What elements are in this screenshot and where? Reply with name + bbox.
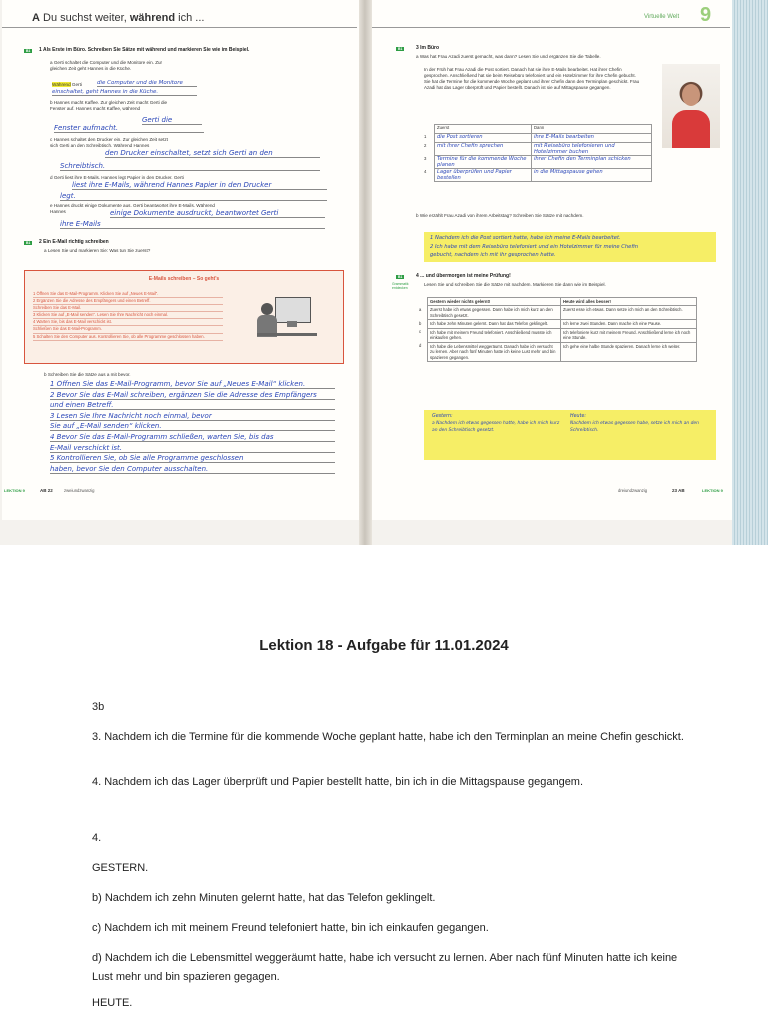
ex4-row-letter: d [419, 343, 422, 349]
ex4-table-header [417, 298, 697, 306]
ex3-b-answer-line: 2 Ich habe mit dem Reisebüro telefoniert und ein Hotelzimmer für meine Chefin [430, 243, 639, 250]
ex3-level-tag: B1 [398, 47, 403, 51]
ex4-table-row [417, 306, 697, 320]
ex4-cell-yesterday: Zuerst habe ich etwas gegessen. Dann habe ich mich kurz an den Schreibtisch gesetzt. [428, 306, 561, 320]
ex3-cell-first: mit ihrer Chefin sprechen [435, 143, 532, 156]
ex2-b-answer-line: 4 Bevor Sie das E-Mail-Programm schließen, warten Sie, bis das [50, 433, 335, 442]
ex1-c-print: c Hannes schaltet den Drucker ein. Zur gleichen Zeit setzt sich Gerti an den Schreibtisch. Während Hannes [50, 137, 168, 149]
ex2-b-answer-line: 5 Kontrollieren Sie, ob Sie alle Programme geschlossen [50, 454, 335, 463]
doc-line-3b: 3b [92, 701, 105, 713]
ex3-table-row [422, 169, 652, 182]
ex1-e-hand2: ihre E-Mails [60, 220, 325, 229]
ex1-e-hand1: einige Dokumente ausdruckt, beantwortet Gerti [110, 209, 325, 218]
ex4-header-spacer [417, 298, 428, 306]
ex4-cell-today: Zuerst esse ich etwas. Dann setze ich mich an den Schreibtisch. [561, 306, 697, 320]
ex3-b-answer-box [424, 232, 716, 262]
footer-left-section: LEKTION 9 [4, 488, 25, 493]
ex3-b-answer-line: 1 Nachdem ich die Post sortiert hatte, habe ich meine E-Mails bearbeitet. [430, 235, 621, 241]
right-heading-rule [372, 27, 730, 28]
ex4-col-yesterday: Gestern wieder nichts gelernt! [428, 298, 561, 306]
ex1-b-hand1: Gerti die [142, 116, 202, 125]
ex4-cell-yesterday: Ich habe die Lebensmittel weggeräumt. Danach habe ich versucht zu lernen. Aber nach fünf Minuten hatte ich keine Lust mehr und bin spazieren gegangen. [428, 342, 561, 361]
right-page-heading: Virtuelle Welt [644, 14, 680, 20]
ex1-d-hand1: liest ihre E-Mails, während Hannes Papier in den Drucker [72, 181, 327, 190]
ex4-instruction: Lesen Sie und schreiben Sie die Sätze mit nachdem. Markieren Sie dann wie im Beispiel. [424, 282, 606, 287]
right-page [372, 0, 732, 520]
ex2-b-answer-line: haben, bevor Sie den Computer ausschalten. [50, 465, 335, 474]
ex1-e-print: e Hannes druckt einige Dokumente aus. Gerti beantwortet ihre E-Mails. Während Hannes [50, 203, 215, 215]
ex4-row-letter: c [419, 329, 422, 335]
ex2-b-answer-line: 3 Lesen Sie Ihre Nachricht noch einmal, bevor [50, 412, 335, 421]
doc-line-b: b) Nachdem ich zehn Minuten gelernt hatte, hat das Telefon geklingelt. [92, 892, 436, 904]
ex1-a-hand1: die Computer und die Monitore [97, 80, 197, 87]
ex3-row-number: 2 [424, 142, 427, 148]
doc-line-c: c) Nachdem ich mit meinem Freund telefoniert hatte, bin ich einkaufen gegangen. [92, 922, 489, 934]
ex1-a-subject: Gerti [71, 82, 82, 87]
book-spine [359, 0, 372, 545]
ex3-cell-then: ihre E-Mails bearbeiten [531, 134, 651, 143]
footer-right-page: 23 AB [672, 488, 685, 493]
ex1-a-hand2: einschaltet, geht Hannes in die Küche. [52, 89, 197, 96]
ex3-table-row [422, 156, 652, 169]
woman-photo [662, 64, 720, 148]
footer-right-word: dreiundzwanzig [618, 488, 648, 493]
footer-left-page: AB 22 [40, 488, 53, 493]
ex4-cell-yesterday: Ich habe mit meinem Freund telefoniert. Anschließend musste ich einkaufen gehen. [428, 328, 561, 342]
ex3-col-first: Zuerst [435, 125, 532, 134]
ex1-title: 1 Als Erste im Büro. Schreiben Sie Sätze mit während und markieren Sie wie im Beispiel. [39, 47, 250, 53]
photo-red-top [672, 110, 710, 148]
box-yesterday-head: Gestern: [432, 414, 453, 419]
doc-line-4: 4. [92, 832, 102, 844]
ex3-row-number: 3 [424, 155, 427, 161]
doc-line-3b-sentence-3: 3. Nachdem ich die Termine für die kommende Woche geplant hatte, habe ich den Terminplan an meine Chefin geschickt. [92, 731, 684, 743]
ex2-title: 2 Ein E-Mail richtig schreiben [39, 239, 109, 245]
email-step: Schließen Sie das E-Mail-Programm. [33, 326, 223, 333]
ex2-b-answer-line: Sie auf „E-Mail senden“ klicken. [50, 422, 335, 431]
ex1-b-print: b Hannes macht Kaffee. Zur gleichen Zeit macht Gerti die Fenster auf. Hannes macht Kaffee, während [50, 100, 168, 112]
highlight-waehrend: Während [52, 82, 71, 87]
ex1-level-tag: B1 [26, 49, 31, 53]
email-howto-box [24, 270, 344, 364]
ex3-title: 3 Im Büro [416, 45, 440, 51]
ex4-side-label: Grammatik entdecken [392, 282, 409, 291]
typed-document [0, 545, 768, 1024]
monitor-shape [275, 297, 311, 323]
ex1-d-print: d Gerti liest ihre E-Mails. Hannes legt Papier in den Drucker. Gerti [50, 175, 184, 180]
ex3-row-number: 4 [424, 168, 427, 174]
doc-line-gestern: GESTERN. [92, 862, 149, 874]
ex3-table [422, 124, 652, 182]
ex3-row-number: 1 [424, 133, 427, 139]
ex3-a-instruction: a Was hat Frau Azadi zuerst gemacht, was dann? Lesen Sie und ergänzen Sie die Tabelle. [416, 54, 601, 59]
chapter-number: 9 [700, 4, 712, 26]
ex3-table-row [422, 134, 652, 143]
email-howto-title: E-Mails schreiben – So geht's [148, 276, 220, 282]
monitor-stand [287, 321, 297, 327]
ex4-row-letter: a [419, 306, 422, 312]
ex4-level-tag: B1 [398, 275, 403, 279]
ex3-cell-first: Termine für die kommende Woche planen [435, 156, 532, 169]
ex4-table-row [417, 320, 697, 328]
ex3-table-row [422, 143, 652, 156]
desk-shape [257, 333, 317, 336]
doc-line-d: d) Nachdem ich die Lebensmittel weggeräumt hatte, habe ich versucht zu lernen. Aber nach fünf Minuten hatte ich keine Lust mehr und bin spazieren gegagen. [92, 952, 678, 983]
ex1-a-print: a Gerti schaltet die Computer und die Monitore ein. Zur gleichen Zeit geht Hannes in die Küche. [50, 60, 163, 72]
ex3-b-instruction: b Wie erzählt Frau Azadi von ihrem Arbeitstag? Schreiben Sie Sätze mit nachdem. [416, 213, 584, 218]
ex4-cell-today: Ich telefoniere kurz mit meinem Freund. Anschließend lerne ich noch eine Stunde. [561, 328, 697, 342]
heading-letter: A [32, 12, 40, 24]
ex2-level-tag: B1 [26, 241, 31, 245]
ex4-title: 4 ... und übermorgen ist meine Prüfung! [416, 273, 511, 279]
ex3-cell-then: ihrer Chefin den Terminplan schicken [531, 156, 651, 169]
heading-part-b: während [129, 12, 176, 24]
ex3-cell-then: mit Reisebüro telefonieren und Hotelzimmer buchen [531, 143, 651, 156]
left-page-heading [32, 12, 204, 24]
box-yesterday-text: a Nachdem ich etwas gegessen hatte, habe ich mich kurz an den Schreibtisch gesetzt. [432, 421, 560, 433]
ex4-cell-today: Ich gehe eine halbe Stunde spazieren. Danach lerne ich weiter. [561, 342, 697, 361]
ex4-cell-today: Ich lerne zwei Stunden. Dann mache ich eine Pause. [561, 320, 697, 328]
ex2-b-answer-line: und einen Betreff. [50, 401, 335, 410]
box-today-head: Heute: [570, 414, 587, 419]
ex1-c-hand1: den Drucker einschaltet, setzt sich Gerti an den [105, 149, 320, 158]
ex3-cell-first: die Post sortieren [435, 134, 532, 143]
person-head [261, 303, 273, 315]
computer-illustration [257, 293, 317, 341]
ex4-table [417, 297, 697, 362]
ex3-cell-first: Lager überprüfen und Papier bestellen [435, 169, 532, 182]
ex4-col-today: Heute wird alles besser! [561, 298, 697, 306]
ex1-c-hand2: Schreibtisch. [60, 162, 320, 171]
page-edges [732, 0, 768, 545]
heading-part-c: ich ... [178, 12, 205, 24]
ex4-table-row [417, 328, 697, 342]
ex1-d-hand2: legt. [60, 192, 327, 201]
email-step: 5 Schalten Sie den Computer aus. Kontrollieren Sie, ob alle Programme geschlossen haben. [33, 334, 223, 341]
footer-left-word: zweiundzwanzig [64, 488, 95, 493]
ex3-table-header [422, 125, 652, 134]
email-step: 4 Warten Sie, bis das E-Mail verschickt ist. [33, 319, 223, 326]
ex3-b-answer-line: gebucht, nachdem ich mit ihr gesprochen hatte. [430, 252, 556, 258]
ex4-table-row [417, 342, 697, 361]
heading-part-a: Du suchst weiter, [43, 12, 127, 24]
ex3-col-then: Dann [531, 125, 651, 134]
photo-face [682, 84, 700, 106]
heading-rule [2, 27, 357, 28]
footer-right-section: LEKTION 9 [702, 488, 723, 493]
ex2-b-answer-line: E-Mail verschickt ist. [50, 444, 335, 453]
document-title: Lektion 18 - Aufgabe für 11.01.2024 [259, 637, 509, 654]
ex1-b-hand2: Fenster aufmacht. [54, 124, 204, 133]
email-steps-list [33, 291, 223, 341]
email-step: Schreiben Sie das E-Mail. [33, 305, 223, 312]
ex4-example-box [424, 410, 716, 460]
ex4-cell-yesterday: Ich habe zehn Minuten gelernt. Dann hat das Telefon geklingelt. [428, 320, 561, 328]
left-page [2, 0, 359, 520]
ex4-row-letter: b [419, 320, 422, 326]
ex2-b-answer-line: 1 Öffnen Sie das E-Mail-Programm, bevor Sie auf „Neues E-Mail“ klicken. [50, 380, 335, 389]
email-step: 1 Öffnen Sie das E-Mail-Programm. Klicken Sie auf „Neues E-Mail“. [33, 291, 223, 298]
doc-line-heute: HEUTE. [92, 997, 133, 1009]
doc-line-3b-sentence-4: 4. Nachdem ich das Lager überprüft und Papier bestellt hatte, bin ich in die Mittagspause gegangem. [92, 776, 584, 788]
ex2-b-answer-line: 2 Bevor Sie das E-Mail schreiben, ergänzen Sie die Adresse des Empfängers [50, 391, 335, 400]
box-today-text: Nachdem ich etwas gegessen habe, setze ich mich an den Schreibtisch. [570, 421, 699, 433]
email-step: 3 Klicken Sie auf „E-Mail senden“. Lesen Sie Ihre Nachricht noch einmal. [33, 312, 223, 319]
email-step: 2 Ergänzen Sie die Adresse des Empfängers und einen Betreff. [33, 298, 223, 305]
ex2-a-instruction: a Lesen Sie und markieren Sie: Was tun Sie zuerst? [44, 248, 151, 253]
ex2-b-answers [50, 380, 335, 475]
ex3-header-spacer [422, 125, 435, 134]
ex2-b-instruction: b Schreiben Sie die Sätze aus a mit bevor. [44, 372, 131, 377]
ex3-cell-then: in die Mittagspause gehen [531, 169, 651, 182]
ex3-text: In der Früh hat Frau Azadi die Post sortiert. Danach hat sie ihre E-Mails bearbeitet. Hat ihrer Chefin gesprochen. Anschließend hat sie beim Reisebüro telefoniert und ein Hotelzimmer für ihre Chefin gebucht. Sie hat die Termine für die kommende Woche geplant und ihrer Chefin dann den Terminplan geschickt. Frau Azadi hat das Lager überprüft und Papier bestellt. Danach ist sie auf Mittagspause gegangen. [424, 67, 640, 91]
ex1-a-line [52, 82, 82, 88]
